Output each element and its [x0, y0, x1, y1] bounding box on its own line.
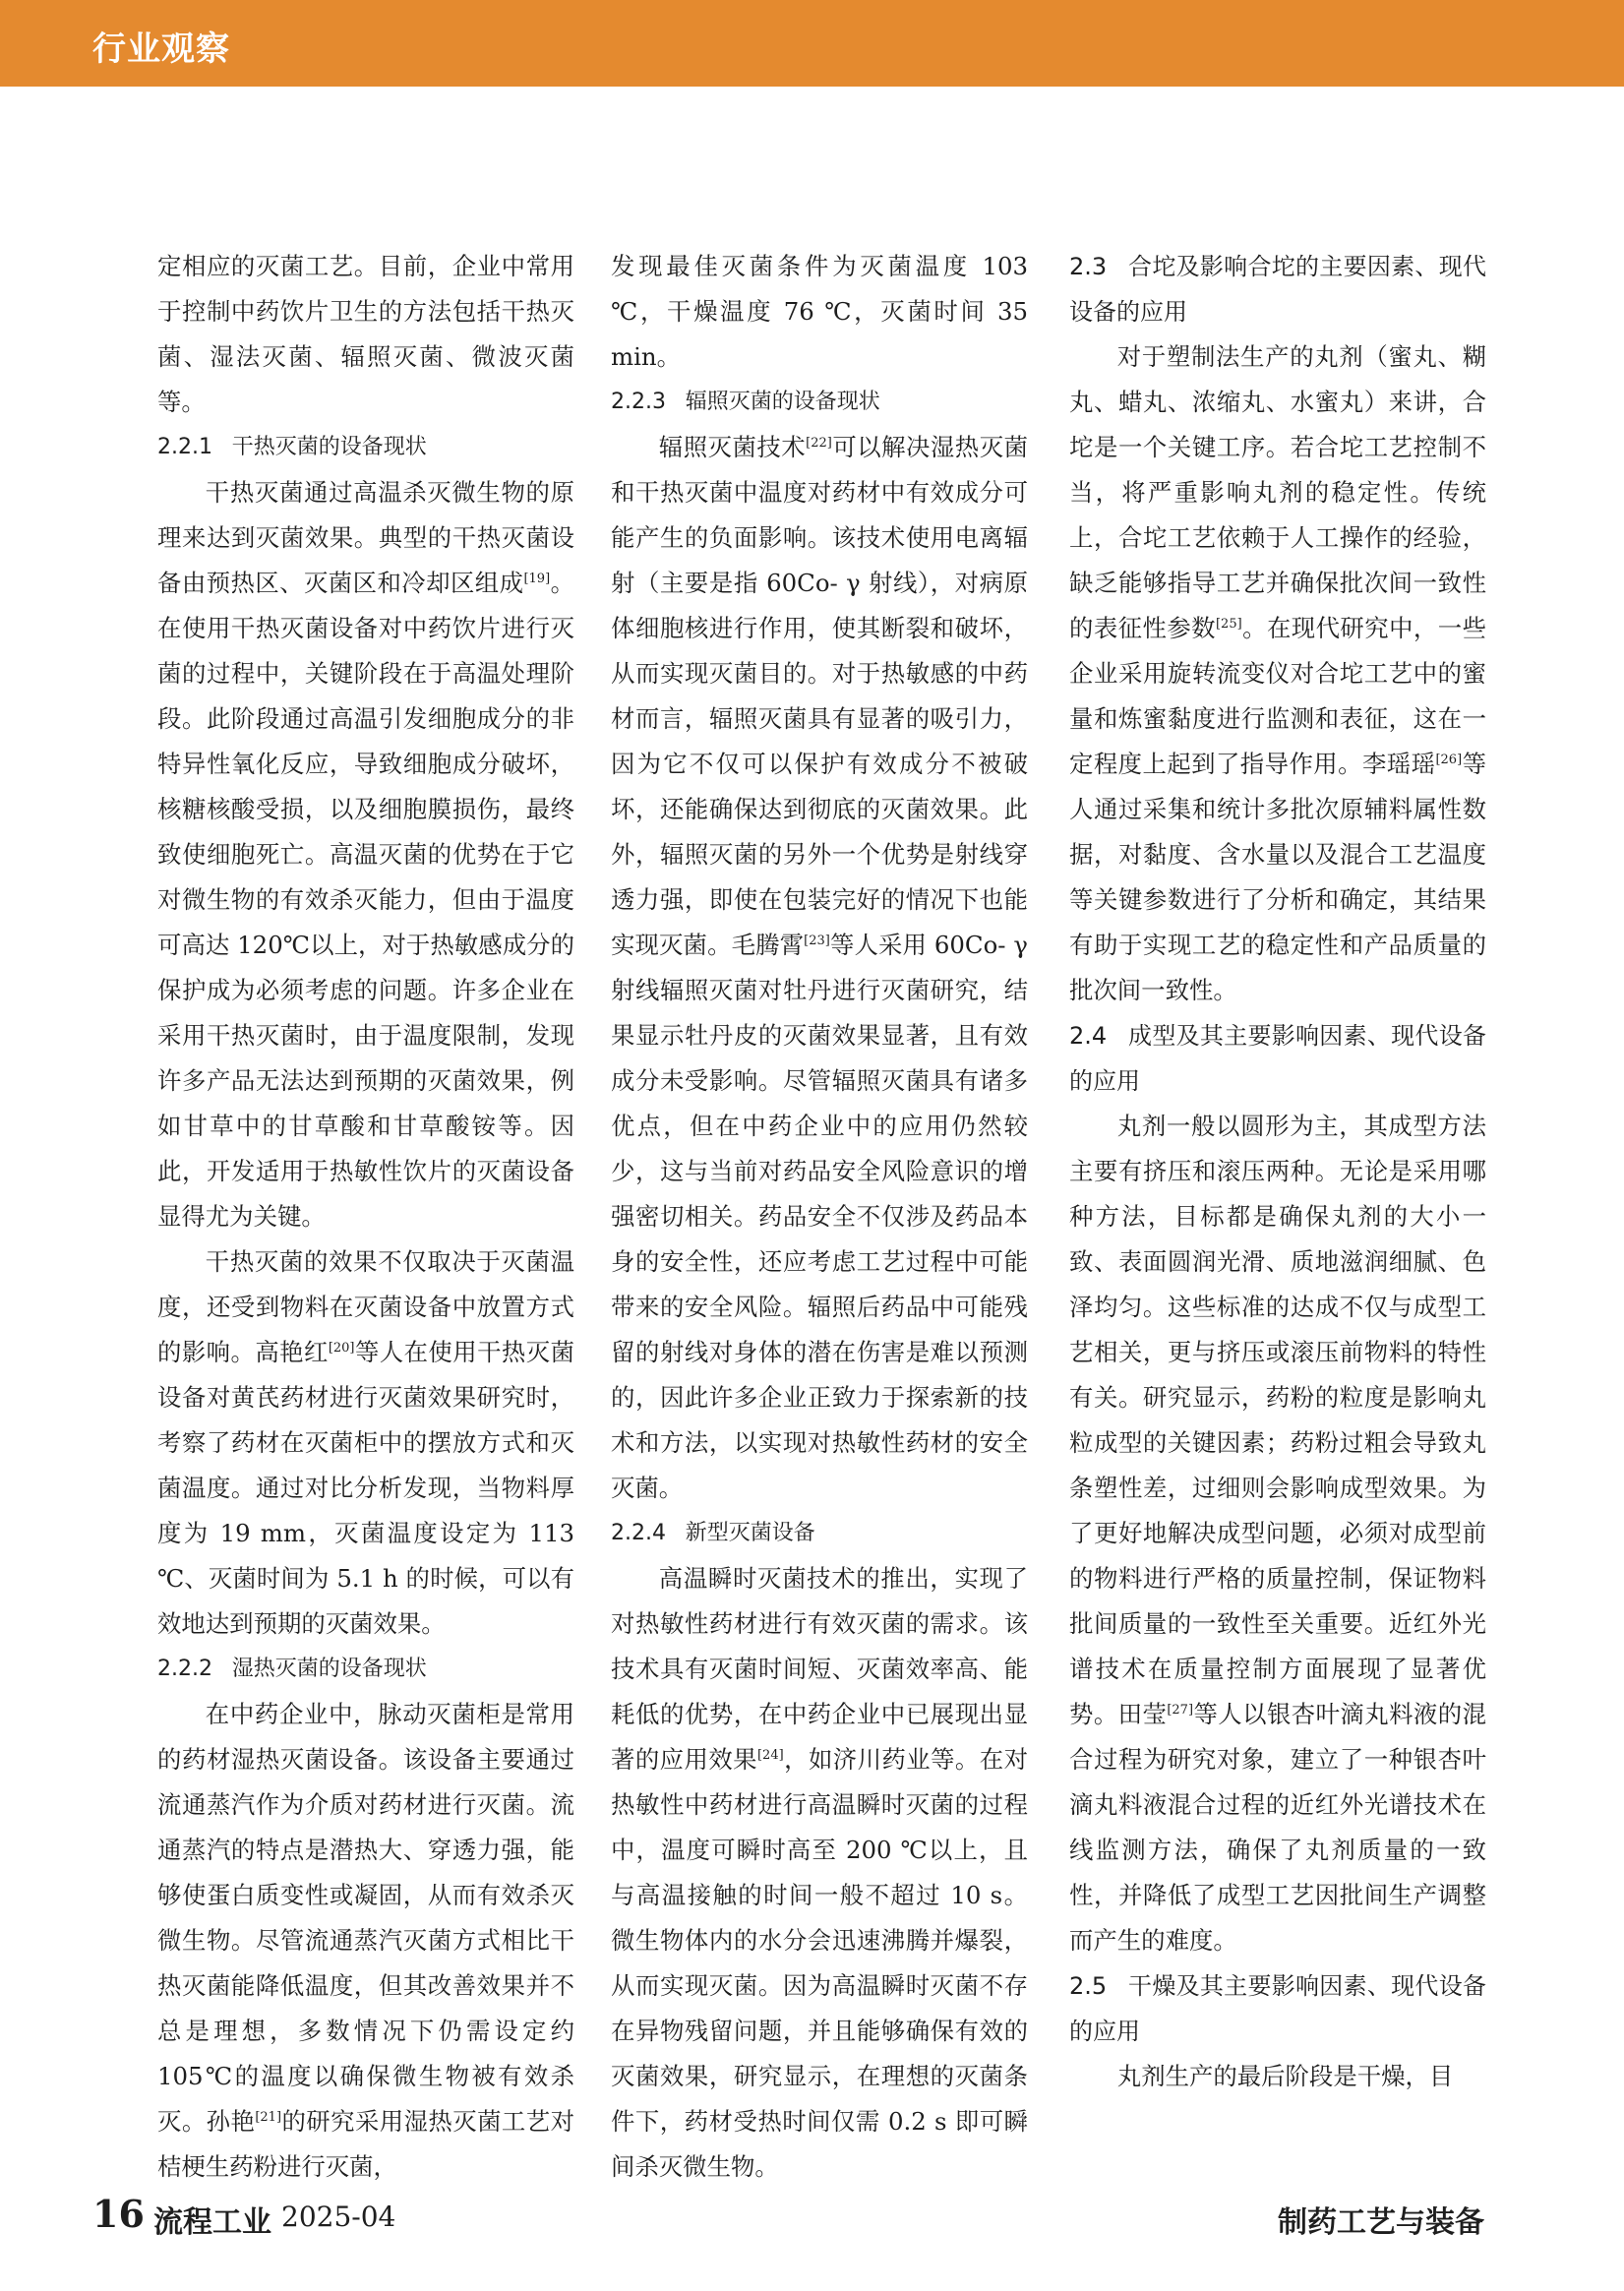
paragraph-text: 干热灭菌的效果不仅取决于灭菌温度，还受到物料在灭菌设备中放置方式的影响。高艳红 [157, 1247, 574, 1366]
heading-text: 湿热灭菌的设备现状 [231, 1657, 427, 1681]
paragraph [1069, 334, 1486, 1013]
paragraph [611, 1556, 1028, 2190]
heading-text: 干热灭菌的设备现状 [231, 435, 427, 459]
paragraph-text: 等人在使用干热灭菌设备对黄芪药材进行灭菌效果研究时，考察了药材在灭菌柜中的摆放方式和灭菌温度。通过对比分析发现，当物料厚度为 19 mm，灭菌温度设定为 113 ℃、灭菌时间为 5.1 h 的时候，可以有效地达到预期的灭菌效果。 [157, 1338, 574, 1638]
heading-number: 2.5 [1069, 1972, 1108, 2000]
paragraph [157, 1692, 574, 2190]
text-column-3 [1069, 244, 1486, 2099]
heading-number: 2.3 [1069, 253, 1108, 280]
heading-text: 合坨及影响合坨的主要因素、现代设备的应用 [1069, 253, 1486, 326]
journal-name: 流程工业 [153, 2205, 271, 2240]
heading-text: 成型及其主要影响因素、现代设备的应用 [1069, 1022, 1486, 1095]
paragraph: 丸剂生产的最后阶段是干燥，目 [1116, 2062, 1454, 2090]
paragraph-text: 。在现代研究中，一些企业采用旋转流变仪对合坨工艺中的蜜量和炼蜜黏度进行监测和表征，这在一定程度上起到了指导作用。李瑶瑶 [1069, 614, 1486, 778]
paragraph-text: 等人以银杏叶滴丸料液的混合过程为研究对象，建立了一种银杏叶滴丸料液混合过程的近红外光谱技术在线监测方法，确保了丸剂质量的一致性，并降低了成型工艺因批间生产调整而产生的难度。 [1069, 1700, 1486, 1955]
paragraph: 定相应的灭菌工艺。目前，企业中常用于控制中药饮片卫生的方法包括干热灭菌、湿法灭菌、辐照灭菌、微波灭菌等。 [157, 252, 574, 416]
page-footer [92, 2192, 1484, 2239]
paragraph-text: 等人采用 60Co- γ 射线辐照灭菌对牡丹进行灭菌研究，结果显示牡丹皮的灭菌效果显著，且有效成分未受影响。尽管辐照灭菌具有诸多优点，但在中药企业中的应用仍然较少，这与当前对药品安全风险意识的增强密切相关。药品安全不仅涉及药品本身的安全性，还应考虑工艺过程中可能带来的安全风险。辐照后药品中可能残留的射线对身体的潜在伤害是难以预测的，因此许多企业正致力于探索新的技术和方法，以实现对热敏性药材的安全灭菌。 [611, 931, 1028, 1502]
paragraph-text: 在中药企业中，脉动灭菌柜是常用的药材湿热灭菌设备。该设备主要通过流通蒸汽作为介质对药材进行灭菌。流通蒸汽的特点是潜热大、穿透力强，能够使蛋白质变性或凝固，从而有效杀灭微生物。尽管流通蒸汽灭菌方式相比干热灭菌能降低温度，但其改善效果并不总是理想，多数情况下仍需设定约 105℃的温度以确保微生物被有效杀灭。孙艳 [157, 1700, 574, 2136]
heading-number: 2.2.2 [157, 1657, 212, 1681]
heading-number: 2.2.4 [611, 1521, 666, 1545]
section-heading-2-3 [1069, 244, 1486, 334]
heading-text: 新型灭菌设备 [685, 1521, 815, 1545]
paragraph-text: ，如济川药业等。在对热敏性中药材进行高温瞬时灭菌的过程中，温度可瞬时高至 200 ℃以上，且与高温接触的时间一般不超过 10 s。微生物体内的水分会迅速沸腾并爆裂，从而实现灭菌。因为高温瞬时灭菌不存在异物残留问题，并且能够确保有效的灭菌效果，研究显示，在理想的灭菌条件下，药材受热时间仅需 0.2 s 即可瞬间杀灭微生物。 [611, 1745, 1028, 2181]
citation-ref: [22] [806, 435, 832, 451]
heading-text: 辐照灭菌的设备现状 [685, 390, 880, 414]
paragraph-text: 。在使用干热灭菌设备对中药饮片进行灭菌的过程中，关键阶段在于高温处理阶段。此阶段通过高温引发细胞成分的非特异性氧化反应，导致细胞成分破坏，核糖核酸受损，以及细胞膜损伤，最终致使细胞死亡。高温灭菌的优势在于它对微生物的有效杀灭能力，但由于温度可高达 120℃以上，对于热敏感成分的保护成为必须考虑的问题。许多企业在采用干热灭菌时，由于温度限制，发现许多产品无法达到预期的灭菌效果，例如甘草中的甘草酸和甘草酸铵等。因此，开发适用于热敏性饮片的灭菌设备显得尤为关键。 [157, 569, 574, 1231]
paragraph [157, 470, 574, 1239]
page-number: 16 [92, 2192, 145, 2236]
section-heading-2-4 [1069, 1013, 1486, 1104]
paragraph-text: 对于塑制法生产的丸剂（蜜丸、糊丸、蜡丸、浓缩丸、水蜜丸）来讲，合坨是一个关键工序。若合坨工艺控制不当，将严重影响丸剂的稳定性。传统上，合坨工艺依赖于人工操作的经验，缺乏能够指导工艺并确保批次间一致性的表征性参数 [1069, 342, 1486, 642]
citation-ref: [21] [255, 2109, 282, 2125]
paragraph-text: 高温瞬时灭菌技术的推出，实现了对热敏性药材进行有效灭菌的需求。该技术具有灭菌时间短、灭菌效率高、能耗低的优势，在中药企业中已展现出显著的应用效果 [611, 1564, 1028, 1774]
citation-ref: [27] [1167, 1702, 1194, 1718]
subsection-heading-2-2-3 [611, 380, 1028, 425]
heading-number: 2.2.3 [611, 390, 666, 414]
subsection-heading-2-2-1 [157, 425, 574, 470]
column-name: 制药工艺与装备 [1278, 2205, 1484, 2240]
citation-ref: [24] [756, 1747, 784, 1763]
section-header-band [0, 0, 1624, 87]
paragraph [611, 425, 1028, 1511]
citation-ref: [26] [1435, 752, 1463, 767]
paragraph [1069, 1104, 1486, 1963]
paragraph-text: 等人通过采集和统计多批次原辅料属性数据，对黏度、含水量以及混合工艺温度等关键参数进行了分析和确定，其结果有助于实现工艺的稳定性和产品质量的批次间一致性。 [1069, 750, 1486, 1004]
paragraph-text: 可以解决湿热灭菌和干热灭菌中温度对药材中有效成分可能产生的负面影响。该技术使用电离辐射（主要是指 60Co- γ 射线），对病原体细胞核进行作用，使其断裂和破坏，从而实现灭菌目的。对于热敏感的中药材而言，辐照灭菌具有显著的吸引力，因为它不仅可以保护有效成分不被破坏，还能确保达到彻底的灭菌效果。此外，辐照灭菌的另外一个优势是射线穿透力强，即使在包装完好的情况下也能实现灭菌。毛腾霄 [611, 433, 1028, 959]
subsection-heading-2-2-4 [611, 1511, 1028, 1556]
subsection-heading-2-2-2 [157, 1647, 574, 1692]
citation-ref: [23] [804, 933, 830, 948]
citation-ref: [20] [328, 1340, 355, 1356]
section-label: 行业观察 [92, 30, 230, 69]
heading-number: 2.4 [1069, 1022, 1108, 1050]
heading-text: 干燥及其主要影响因素、现代设备的应用 [1069, 1972, 1486, 2045]
text-column-2 [611, 244, 1028, 2190]
heading-number: 2.2.1 [157, 435, 212, 459]
paragraph [157, 1239, 574, 1647]
citation-ref: [25] [1215, 616, 1242, 632]
paragraph-text: 辐照灭菌技术 [658, 433, 807, 461]
paragraph-text: 的研究采用湿热灭菌工艺对桔梗生药粉进行灭菌， [157, 2107, 574, 2181]
text-column-1 [157, 244, 574, 2190]
section-heading-2-5 [1069, 1963, 1486, 2054]
citation-ref: [19] [523, 571, 551, 586]
issue-number: 2025-04 [281, 2201, 396, 2233]
paragraph: 发现最佳灭菌条件为灭菌温度 103 ℃，干燥温度 76 ℃，灭菌时间 35 min。 [611, 252, 1028, 371]
paragraph-text: 干热灭菌通过高温杀灭微生物的原理来达到灭菌效果。典型的干热灭菌设备由预热区、灭菌区和冷却区组成 [157, 478, 574, 597]
paragraph-text: 丸剂一般以圆形为主，其成型方法主要有挤压和滚压两种。无论是采用哪种方法，目标都是确保丸剂的大小一致、表面圆润光滑、质地滋润细腻、色泽均匀。这些标准的达成不仅与成型工艺相关，更与挤压或滚压前物料的特性有关。研究显示，药粉的粒度是影响丸粒成型的关键因素；药粉过粗会导致丸条塑性差，过细则会影响成型效果。为了更好地解决成型问题，必须对成型前的物料进行严格的质量控制，保证物料批间质量的一致性至关重要。近红外光谱技术在质量控制方面展现了显著优势。田莹 [1069, 1112, 1486, 1728]
